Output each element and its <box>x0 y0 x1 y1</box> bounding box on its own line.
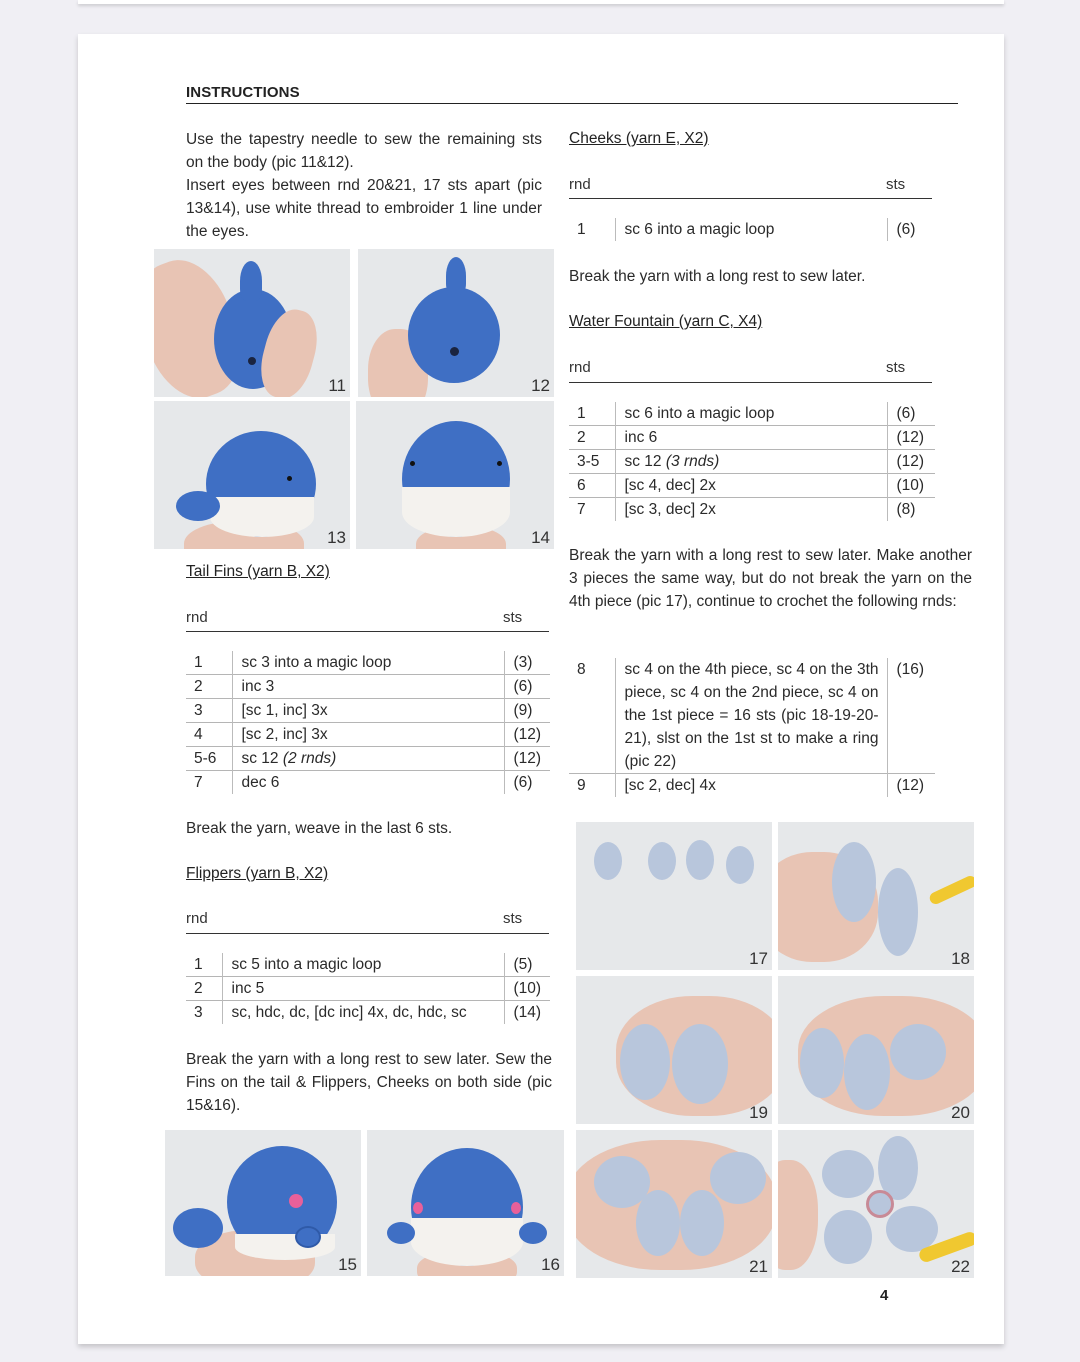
instruction-cell <box>232 675 504 699</box>
rnd-cell: 2 <box>186 977 222 1001</box>
table-row <box>186 747 550 771</box>
photo-13 <box>154 401 350 549</box>
rnd-cell: 8 <box>577 661 586 678</box>
rnd-cell: 3 <box>186 1001 222 1025</box>
rnd-cell: 3-5 <box>569 450 615 474</box>
rnd-cell: 9 <box>569 774 615 798</box>
tail-fins-sts-header: sts <box>503 609 523 626</box>
table-row <box>186 771 550 795</box>
whale-body <box>408 287 500 383</box>
photo-number: 12 <box>531 376 550 395</box>
table-row <box>569 658 935 774</box>
whale-hole <box>248 357 256 365</box>
table-row <box>186 699 550 723</box>
fountain-piece <box>878 868 918 956</box>
intro-line-2: Insert eyes between rnd 20&21, 17 sts apart (pic 13&14), use white thread to embroider 1 line under the eyes. <box>186 177 542 240</box>
cheeks-table <box>569 218 933 241</box>
table-row <box>569 498 935 522</box>
previous-page-edge <box>78 0 1004 4</box>
instruction-cell: [sc 2, dec] 4x <box>615 774 887 798</box>
instruction-cell: inc 5 <box>222 977 504 1001</box>
cheeks-after: Break the yarn with a long rest to sew later. <box>569 268 866 285</box>
whale-cheek <box>511 1202 521 1214</box>
photo-12 <box>358 249 554 397</box>
intro-line-1: Use the tapestry needle to sew the remaining sts on the body (pic 11&12). <box>186 131 542 171</box>
sts-cell: (12) <box>887 774 935 798</box>
water-fountain-header-rule <box>569 382 932 383</box>
rnd-cell: 1 <box>577 405 586 422</box>
tail-fins-title: Tail Fins (yarn B, X2) <box>186 563 330 580</box>
instruction-text: sc 12 <box>624 453 666 470</box>
crochet-hook <box>928 874 974 906</box>
rnd-cell: 7 <box>569 498 615 522</box>
photo-22 <box>778 1130 974 1278</box>
photo-number: 11 <box>328 376 346 395</box>
table-row <box>186 723 550 747</box>
table-row <box>569 218 933 241</box>
sts-cell: (6) <box>887 402 935 426</box>
instruction-cell <box>232 747 504 771</box>
whale-flipper <box>519 1222 547 1244</box>
fountain-piece <box>672 1024 728 1104</box>
table-row <box>569 426 935 450</box>
page-heading: INSTRUCTIONS <box>186 84 300 101</box>
photo-number: 19 <box>749 1103 768 1122</box>
fountain-piece <box>800 1028 844 1098</box>
sts-cell: (10) <box>504 977 550 1001</box>
instruction-note: (2 rnds) <box>282 750 337 767</box>
whale-top <box>446 257 466 295</box>
sts-cell: (12) <box>504 723 550 747</box>
cheeks-rnd-header: rnd <box>569 176 591 193</box>
sts-cell: (6) <box>887 218 933 241</box>
photo-21 <box>576 1130 772 1278</box>
instruction-cell <box>615 450 887 474</box>
table-row <box>569 402 935 426</box>
flippers-header-rule <box>186 933 549 934</box>
whale-belly <box>411 1218 523 1266</box>
water-fountain-middle: Break the yarn with a long rest to sew later. Make another 3 pieces the same way, but do not break the yarn on the 4th piece (pic 17), continue to crochet the following rnds: <box>569 547 972 610</box>
instruction-cell <box>232 651 504 675</box>
instruction-cell: sc 4 on the 4th piece, sc 4 on the 3th piece, sc 4 on the 2nd piece, sc 4 on the 1st piece = 16 sts (pic 18-19-20-21), slst on the 1st st to make a ring (pic 22) <box>615 658 887 774</box>
flippers-table <box>186 953 550 1024</box>
instruction-cell <box>232 723 504 747</box>
fountain-piece <box>890 1024 946 1080</box>
rnd-cell: 1 <box>194 654 203 671</box>
sts-cell: (14) <box>504 1001 550 1025</box>
fountain-piece <box>726 846 754 884</box>
water-fountain-table <box>569 402 935 521</box>
tail-fins-table <box>186 651 550 794</box>
sts-cell: (12) <box>504 747 550 771</box>
heading-rule <box>186 103 958 104</box>
instruction-cell <box>615 474 887 498</box>
instruction-cell <box>232 771 504 795</box>
whale-flipper <box>387 1222 415 1244</box>
table-row <box>569 450 935 474</box>
sts-cell: (6) <box>504 675 550 699</box>
sts-cell: (5) <box>504 953 550 977</box>
instruction-text: [sc 3, dec] 2x <box>624 501 716 518</box>
instruction-cell <box>615 402 887 426</box>
instruction-text: [sc 2, inc] 3x <box>241 726 328 743</box>
cheeks-header-rule <box>569 198 932 199</box>
whale-eye <box>287 476 292 481</box>
fountain-piece <box>832 842 876 922</box>
tail-fins-rnd-header: rnd <box>186 609 208 626</box>
table-row <box>186 977 550 1001</box>
whale-hole <box>450 347 459 356</box>
whale-cheek <box>289 1194 303 1208</box>
page-number: 4 <box>880 1287 889 1304</box>
table-row <box>569 474 935 498</box>
rnd-cell: 7 <box>186 771 232 795</box>
fountain-piece <box>710 1152 766 1204</box>
fountain-piece <box>680 1190 724 1256</box>
rnd-cell: 1 <box>577 221 586 238</box>
photo-17 <box>576 822 772 970</box>
whale-top <box>240 261 262 301</box>
photo-number: 15 <box>338 1255 357 1274</box>
photo-11 <box>154 249 350 397</box>
tail-fins-header-rule <box>186 631 549 632</box>
rnd-cell: 1 <box>194 956 203 973</box>
instruction-cell: sc, hdc, dc, [dc inc] 4x, dc, hdc, sc <box>222 1001 504 1025</box>
sts-cell: (12) <box>887 426 935 450</box>
sts-cell: (9) <box>504 699 550 723</box>
instruction-cell: sc 5 into a magic loop <box>222 953 504 977</box>
instruction-text: [sc 1, inc] 3x <box>241 702 328 719</box>
sts-cell: (8) <box>887 498 935 522</box>
instruction-text: sc 12 <box>241 750 283 767</box>
instruction-text: inc 3 <box>241 678 275 695</box>
photo-number: 18 <box>951 949 970 968</box>
flippers-sts-header: sts <box>503 910 523 927</box>
water-fountain-rnd-header: rnd <box>569 359 591 376</box>
photo-number: 14 <box>531 528 550 547</box>
instruction-text: sc 6 into a magic loop <box>624 405 775 422</box>
cheeks-title: Cheeks (yarn E, X2) <box>569 130 709 147</box>
instruction-text: sc 3 into a magic loop <box>241 654 392 671</box>
whale-tail <box>173 1208 223 1248</box>
rnd-cell: 2 <box>569 426 615 450</box>
fountain-piece <box>636 1190 680 1256</box>
rnd-cell: 5-6 <box>186 747 232 771</box>
flippers-rnd-header: rnd <box>186 910 208 927</box>
document-page <box>78 34 1004 1344</box>
photo-20 <box>778 976 974 1124</box>
table-row <box>569 774 935 798</box>
photo-number: 17 <box>749 949 768 968</box>
photo-number: 22 <box>951 1257 970 1276</box>
rnd-cell: 6 <box>569 474 615 498</box>
instruction-text: [sc 4, dec] 2x <box>624 477 716 494</box>
photo-16 <box>367 1130 564 1276</box>
water-fountain-table-2 <box>569 658 935 797</box>
fountain-ring <box>866 1190 894 1218</box>
instruction-text: inc 6 <box>624 429 658 446</box>
table-row <box>186 1001 550 1025</box>
photo-19 <box>576 976 772 1124</box>
sts-cell: (12) <box>887 450 935 474</box>
sts-cell: (3) <box>504 651 550 675</box>
sts-cell: (10) <box>887 474 935 498</box>
fountain-piece <box>648 842 676 880</box>
intro-paragraph <box>186 128 542 243</box>
fountain-piece <box>620 1024 670 1100</box>
fountain-piece <box>824 1210 872 1264</box>
photo-18 <box>778 822 974 970</box>
fountain-piece <box>594 842 622 880</box>
flippers-after: Break the yarn with a long rest to sew later. Sew the Fins on the tail & Flippers, Cheeks on both side (pic 15&16). <box>186 1051 552 1114</box>
table-row <box>186 651 550 675</box>
water-fountain-sts-header: sts <box>886 359 906 376</box>
whale-belly <box>402 487 510 537</box>
instruction-cell <box>615 498 887 522</box>
instruction-cell: sc 6 into a magic loop <box>615 218 887 241</box>
whale-belly <box>210 497 314 537</box>
rnd-cell: 4 <box>186 723 232 747</box>
water-fountain-title: Water Fountain (yarn C, X4) <box>569 313 763 330</box>
fountain-piece <box>686 840 714 880</box>
rnd-cell: 3 <box>186 699 232 723</box>
instruction-text: dec 6 <box>241 774 280 791</box>
whale-flipper <box>295 1226 321 1248</box>
cheeks-sts-header: sts <box>886 176 906 193</box>
fountain-piece <box>822 1150 874 1198</box>
photo-number: 20 <box>951 1103 970 1122</box>
hand <box>778 1160 818 1270</box>
whale-tail <box>176 491 220 521</box>
photo-number: 13 <box>327 528 346 547</box>
instruction-cell <box>232 699 504 723</box>
rnd-cell: 2 <box>186 675 232 699</box>
flippers-title: Flippers (yarn B, X2) <box>186 865 329 882</box>
photo-14 <box>356 401 554 549</box>
sts-cell: (6) <box>504 771 550 795</box>
whale-eye <box>410 461 415 466</box>
photo-number: 16 <box>541 1255 560 1274</box>
sts-cell: (16) <box>887 658 935 774</box>
instruction-cell <box>615 426 887 450</box>
table-row <box>186 675 550 699</box>
photo-15 <box>165 1130 361 1276</box>
whale-cheek <box>413 1202 423 1214</box>
whale-eye <box>497 461 502 466</box>
tail-fins-after: Break the yarn, weave in the last 6 sts. <box>186 820 453 837</box>
table-row <box>186 953 550 977</box>
photo-number: 21 <box>749 1257 768 1276</box>
fountain-piece <box>844 1034 890 1110</box>
instruction-note: (3 rnds) <box>665 453 720 470</box>
